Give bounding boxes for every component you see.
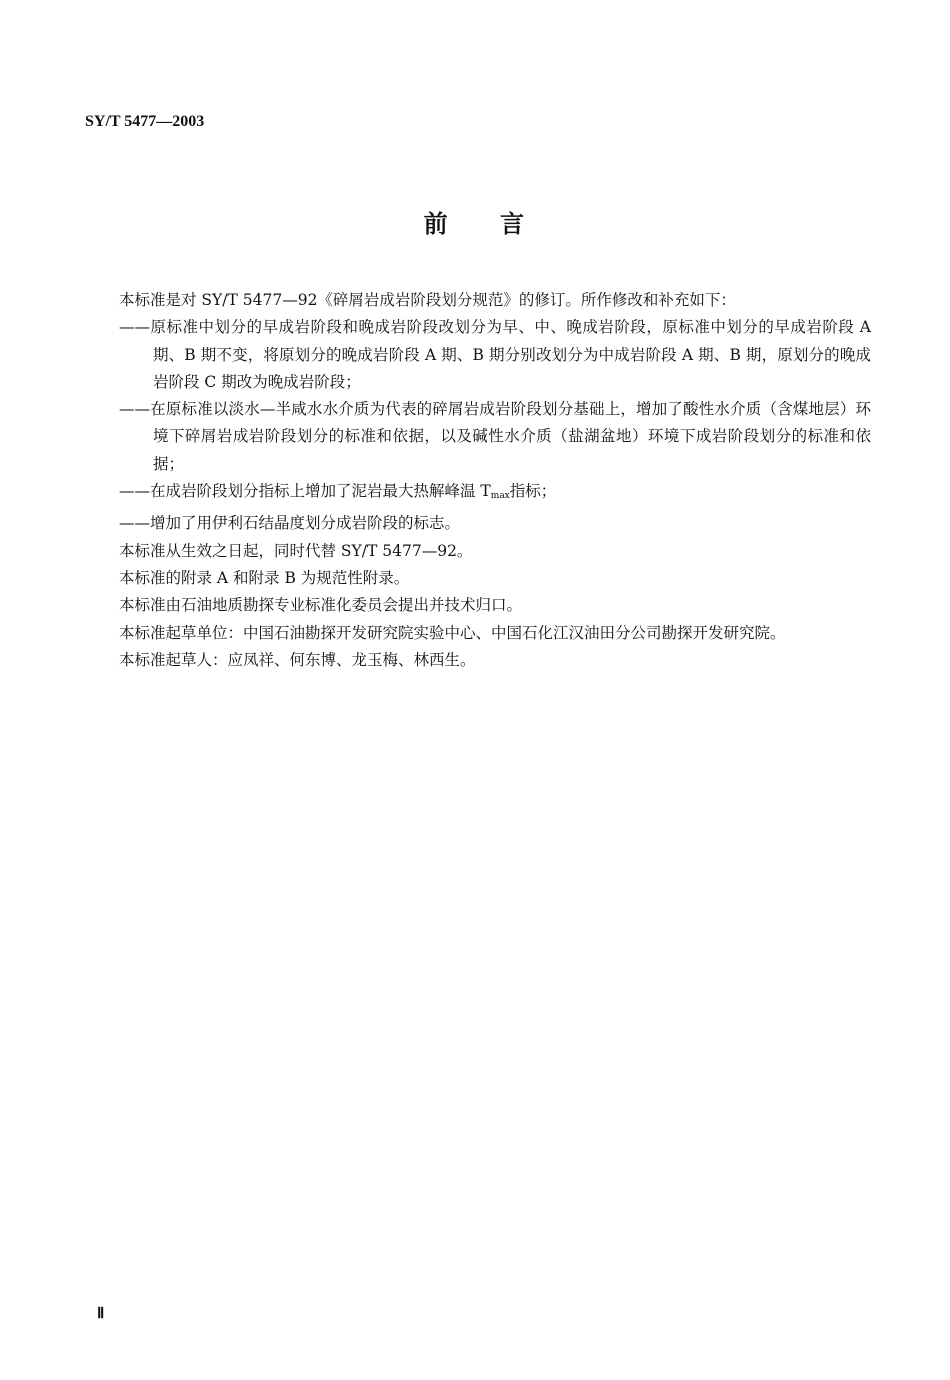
title-char-1: 前 (423, 210, 450, 238)
preface-body (85, 287, 871, 674)
page-number: Ⅱ (97, 1306, 105, 1322)
change-item-4: ——增加了用伊利石结晶度划分成岩阶段的标志。 (119, 514, 461, 533)
change-item-2: ——在原标准以淡水—半咸水水介质为代表的碎屑岩成岩阶段划分基础上，增加了酸性水介质（含煤地层）环境下碎屑岩成岩阶段划分的标准和依据，以及碱性水介质（盐湖盆地）环境下成岩阶段划分的标准和依据； (119, 400, 871, 473)
page-title (0, 204, 950, 239)
title-char-2: 言 (500, 210, 527, 238)
replace-paragraph: 本标准从生效之日起，同时代替 SY/T 5477—92。 (119, 541, 473, 560)
change-item-3 (85, 478, 871, 510)
appendix-paragraph: 本标准的附录 A 和附录 B 为规范性附录。 (119, 568, 410, 587)
tmax-subscript: max (490, 491, 510, 502)
drafters-paragraph: 本标准起草人：应凤祥、何东博、龙玉梅、林西生。 (119, 650, 476, 669)
standard-code: SY/T 5477—2003 (85, 113, 205, 130)
change-item-1: ——原标准中划分的早成岩阶段和晚成岩阶段改划分为早、中、晚成岩阶段，原标准中划分的早成岩阶段 A 期、B 期不变，将原划分的晚成岩阶段 A 期、B 期分别改划分为中成岩阶段 A 期、B 期，原划分的晚成岩阶段 C 期改为晚成岩阶段； (119, 318, 871, 391)
intro-paragraph: 本标准是对 SY/T 5477—92《碎屑岩成岩阶段划分规范》的修订。所作修改和补充如下： (119, 291, 736, 309)
drafting-units-paragraph: 本标准起草单位：中国石油勘探开发研究院实验中心、中国石化江汉油田分公司勘探开发研究院。 (119, 623, 786, 642)
change-item-3-tail: 指标； (509, 482, 557, 501)
proposer-paragraph: 本标准由石油地质勘探专业标准化委员会提出并技术归口。 (119, 596, 523, 615)
change-item-3-text: ——在成岩阶段划分指标上增加了泥岩最大热解峰温 T (119, 482, 491, 501)
